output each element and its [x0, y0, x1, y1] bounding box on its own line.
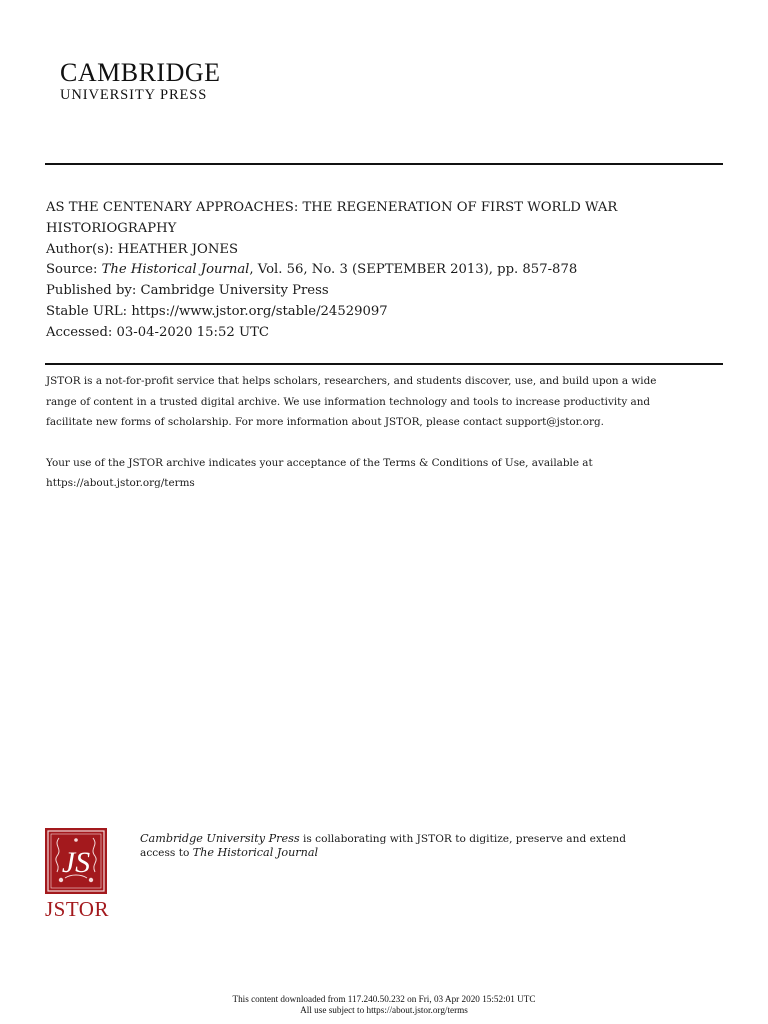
collab-line2	[140, 846, 730, 860]
authors-value: HEATHER JONES	[117, 241, 239, 257]
publisher-value: Cambridge University Press	[140, 283, 329, 299]
jstor-logo	[45, 828, 109, 920]
article-title-line2: HISTORIOGRAPHY	[46, 220, 177, 236]
stable-url-label: Stable URL:	[46, 303, 128, 319]
collab-line1	[140, 832, 730, 846]
footer-line2: All use subject to https://about.jstor.org/terms	[300, 1004, 468, 1015]
stable-url-row	[46, 302, 726, 323]
accessed-row	[46, 323, 726, 344]
publisher-logo-main: CAMBRIDGE	[60, 58, 221, 87]
footer-line1: This content downloaded from 117.240.50.232 on Fri, 03 Apr 2020 15:52:01 UTC	[232, 994, 536, 1004]
download-footer	[0, 994, 768, 1015]
terms-link[interactable]: https://about.jstor.org/terms	[46, 477, 195, 490]
source-label: Source:	[46, 262, 98, 278]
collab-publisher: Cambridge University Press	[140, 832, 300, 845]
source-journal: The Historical Journal	[101, 262, 250, 278]
collaboration-statement	[140, 832, 730, 860]
accessed-label: Accessed:	[46, 324, 113, 340]
published-label: Published by:	[46, 283, 137, 299]
stable-url-link[interactable]: https://www.jstor.org/stable/24529097	[131, 303, 388, 319]
jstor-seal-letters: JS	[61, 846, 91, 879]
notice-line: range of content in a trusted digital archive. We use information technology and tools to increase productivity and	[46, 395, 651, 408]
source-row	[46, 260, 726, 281]
accessed-value: 03-04-2020 15:52 UTC	[116, 324, 269, 340]
notice-line: facilitate new forms of scholarship. For more information about JSTOR, please contact support@jstor.org.	[46, 416, 604, 429]
article-metadata	[46, 198, 726, 344]
jstor-notice-paragraph-2	[46, 453, 726, 494]
authors-label: Author(s):	[46, 241, 114, 257]
collab-text1: is collaborating with JSTOR to digitize, preserve and extend	[299, 833, 626, 845]
collab-journal: The Historical Journal	[192, 846, 319, 859]
article-title-line1: AS THE CENTENARY APPROACHES: THE REGENERATION OF FIRST WORLD WAR	[46, 200, 618, 215]
publisher-row	[46, 281, 726, 302]
cambridge-university-press-logo	[60, 60, 221, 103]
publisher-logo-sub: UNIVERSITY PRESS	[60, 87, 208, 103]
authors-row	[46, 240, 726, 261]
jstor-wordmark: JSTOR	[45, 897, 109, 921]
collab-text2: access to	[140, 847, 193, 859]
jstor-seal-graphic	[45, 828, 107, 894]
middle-divider	[45, 363, 723, 365]
top-divider	[45, 163, 723, 165]
jstor-notice-paragraph-1	[46, 371, 726, 433]
jstor-notice	[46, 371, 726, 494]
jstor-seal-icon	[45, 828, 107, 894]
source-details: , Vol. 56, No. 3 (SEPTEMBER 2013), pp. 857-878	[249, 262, 578, 278]
notice-line: Your use of the JSTOR archive indicates your acceptance of the Terms & Conditions of Use, available at	[46, 456, 593, 469]
notice-line: JSTOR is a not-for-profit service that helps scholars, researchers, and students discover, use, and build upon a wide	[46, 375, 657, 387]
